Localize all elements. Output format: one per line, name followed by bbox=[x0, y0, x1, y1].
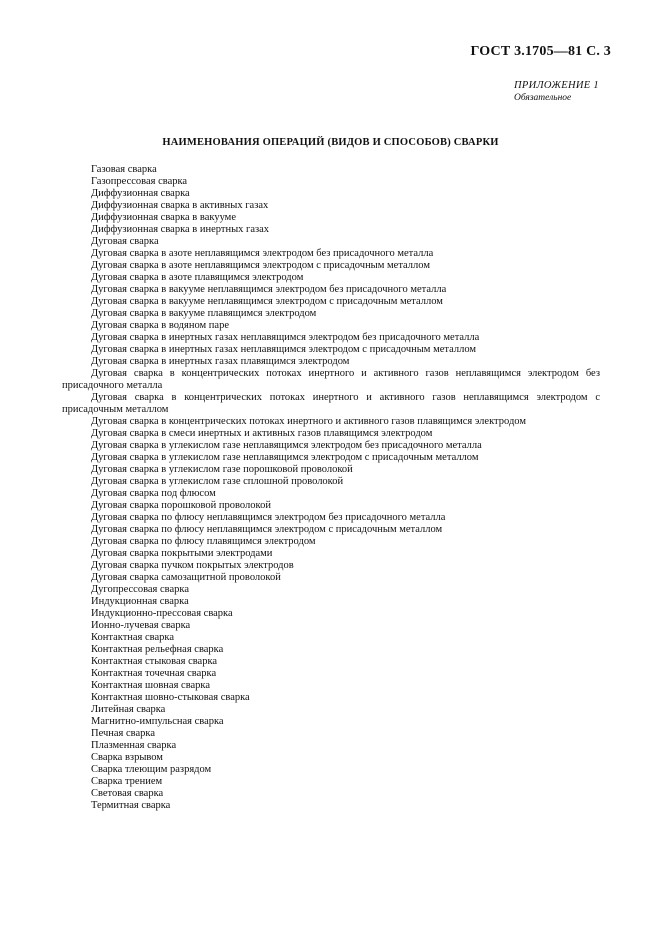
operation-entry: Диффузионная сварка в инертных газах bbox=[91, 224, 270, 235]
operation-entry: Дуговая сварка в вакууме неплавящимся электродом без присадочного металла bbox=[91, 284, 447, 295]
operation-entry: Дуговая сварка в азоте неплавящимся электродом с присадочным металлом bbox=[91, 260, 430, 271]
operation-entry: Дуговая сварка в азоте плавящимся электродом bbox=[91, 272, 304, 283]
operation-entry: Магнитно-импульсная сварка bbox=[91, 716, 224, 727]
operation-entry: Дуговая сварка порошковой проволокой bbox=[91, 500, 271, 511]
operation-entry: Дуговая сварка в концентрических потоках инертного и активного газов неплавящимся электродом без присадочного металла bbox=[62, 368, 600, 391]
operation-entry: Ионно-лучевая сварка bbox=[91, 620, 191, 631]
operation-entry: Контактная рельефная сварка bbox=[91, 644, 224, 655]
operation-entry: Контактная сварка bbox=[91, 632, 175, 643]
operation-entry: Термитная сварка bbox=[91, 800, 171, 811]
operation-entry: Дуговая сварка в концентрических потоках инертного и активного газов плавящимся электродом bbox=[91, 416, 526, 427]
appendix-subtitle: Обязательное bbox=[514, 93, 572, 103]
operation-entry: Диффузионная сварка в активных газах bbox=[91, 200, 269, 211]
operation-entry: Диффузионная сварка в вакууме bbox=[91, 212, 236, 223]
operation-entry: Дуговая сварка в углекислом газе неплавящимся электродом с присадочным металлом bbox=[91, 452, 479, 463]
operation-entry: Литейная сварка bbox=[91, 704, 166, 715]
operation-entry: Дуговая сварка в концентрических потоках инертного и активного газов неплавящимся электродом с присадочным металлом bbox=[62, 392, 600, 415]
operation-entry: Дуговая сварка покрытыми электродами bbox=[91, 548, 273, 559]
operation-entry: Дуговая сварка в инертных газах неплавящимся электродом с присадочным металлом bbox=[91, 344, 477, 355]
operation-entry: Дуговая сварка в инертных газах неплавящимся электродом без присадочного металла bbox=[91, 332, 480, 343]
operation-entry: Дуговая сварка bbox=[91, 236, 159, 247]
document-title: НАИМЕНОВАНИЯ ОПЕРАЦИЙ (ВИДОВ И СПОСОБОВ) СВАРКИ bbox=[162, 137, 499, 148]
operation-entry: Диффузионная сварка bbox=[91, 188, 190, 199]
operation-entry: Дуговая сварка по флюсу неплавящимся электродом с присадочным металлом bbox=[91, 524, 443, 535]
operation-entry: Дуговая сварка по флюсу неплавящимся электродом без присадочного металла bbox=[91, 512, 446, 523]
operation-entry: Индукционная сварка bbox=[91, 596, 189, 607]
operation-entry: Плазменная сварка bbox=[91, 740, 177, 751]
operation-entry: Дуговая сварка в вакууме неплавящимся электродом с присадочным металлом bbox=[91, 296, 443, 307]
operation-entry: Дуговая сварка в водяном паре bbox=[91, 320, 229, 331]
operation-entry: Дуговая сварка в вакууме плавящимся электродом bbox=[91, 308, 317, 319]
operation-entry: Дуговая сварка пучком покрытых электродов bbox=[91, 560, 294, 571]
appendix-title: ПРИЛОЖЕНИЕ 1 bbox=[514, 80, 599, 91]
operation-entry: Дугопрессовая сварка bbox=[91, 584, 189, 595]
operation-entry: Контактная точечная сварка bbox=[91, 668, 217, 679]
operation-entry: Дуговая сварка самозащитной проволокой bbox=[91, 572, 281, 583]
operation-entry: Дуговая сварка в смеси инертных и активных газов плавящимся электродом bbox=[91, 428, 433, 439]
operation-entry: Сварка трением bbox=[91, 776, 163, 787]
operation-entry: Контактная шовная сварка bbox=[91, 680, 211, 691]
operation-entry: Дуговая сварка в углекислом газе неплавящимся электродом без присадочного металла bbox=[91, 440, 482, 451]
operation-entry: Контактная стыковая сварка bbox=[91, 656, 218, 667]
operation-entry: Световая сварка bbox=[91, 788, 164, 799]
operation-entry: Дуговая сварка в азоте неплавящимся электродом без присадочного металла bbox=[91, 248, 434, 259]
operation-entry: Дуговая сварка в инертных газах плавящимся электродом bbox=[91, 356, 350, 367]
appendix-label bbox=[514, 80, 634, 104]
operation-entry: Сварка тлеющим разрядом bbox=[91, 764, 212, 775]
welding-operations-list bbox=[62, 164, 600, 812]
operation-entry: Газопрессовая сварка bbox=[91, 176, 188, 187]
operation-entry: Сварка взрывом bbox=[91, 752, 163, 763]
operation-entry: Индукционно-прессовая сварка bbox=[91, 608, 233, 619]
operation-entry: Дуговая сварка по флюсу плавящимся электродом bbox=[91, 536, 316, 547]
operation-entry: Дуговая сварка под флюсом bbox=[91, 488, 216, 499]
operation-entry: Контактная шовно-стыковая сварка bbox=[91, 692, 250, 703]
operation-entry: Дуговая сварка в углекислом газе сплошной проволокой bbox=[91, 476, 344, 487]
page-header: ГОСТ 3.1705—81 С. 3 bbox=[470, 44, 611, 59]
operation-entry: Печная сварка bbox=[91, 728, 155, 739]
operation-entry: Дуговая сварка в углекислом газе порошковой проволокой bbox=[91, 464, 353, 475]
operation-entry: Газовая сварка bbox=[91, 164, 157, 175]
